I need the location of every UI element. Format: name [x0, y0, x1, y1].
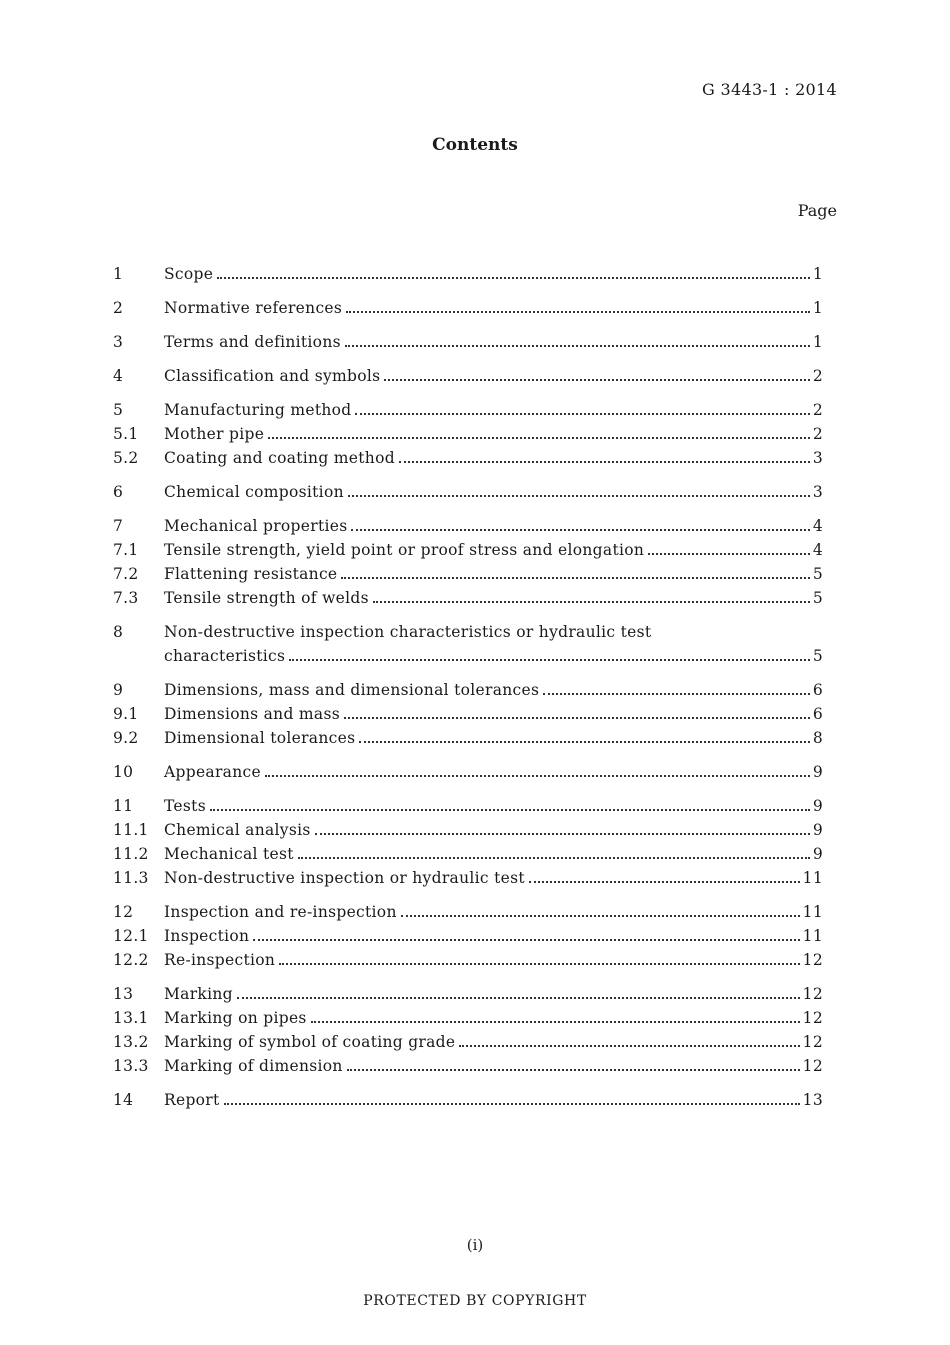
toc-entry-label: Mother pipe	[164, 425, 265, 443]
toc-entry-label: Scope	[164, 265, 214, 283]
toc-entry-number: 9.1	[113, 705, 139, 723]
toc-group	[113, 794, 823, 890]
toc-entry-body	[164, 296, 823, 320]
toc-entry-page: 12	[802, 1057, 823, 1075]
toc-entry[interactable]	[113, 422, 823, 446]
toc-entry-body	[164, 866, 823, 890]
toc-entry-page: 12	[802, 985, 823, 1003]
toc-group	[113, 514, 823, 610]
toc-entry-number: 13.2	[113, 1033, 149, 1051]
toc-entry-page: 1	[812, 299, 823, 317]
toc-entry-body	[164, 562, 823, 586]
toc-group	[113, 262, 823, 286]
toc-entry-body	[164, 794, 823, 818]
dot-leader	[298, 857, 810, 859]
toc-entry-body	[164, 678, 823, 702]
toc-entry-number: 7.1	[113, 541, 139, 559]
toc-entry[interactable]	[113, 446, 823, 470]
toc-entry-label: Inspection	[164, 927, 250, 945]
toc-entry-label: Dimensions, mass and dimensional tolerances	[164, 681, 540, 699]
dot-leader	[399, 461, 810, 463]
toc-entry-page: 4	[812, 517, 823, 535]
toc-entry-number: 5.2	[113, 449, 139, 467]
dot-leader	[359, 741, 810, 743]
toc-entry-number: 12.2	[113, 951, 149, 969]
toc-entry-label: Normative references	[164, 299, 343, 317]
toc-entry[interactable]	[113, 296, 823, 320]
dot-leader	[648, 553, 810, 555]
toc-group	[113, 760, 823, 784]
toc-entry-page: 6	[812, 705, 823, 723]
toc-entry-number: 13.1	[113, 1009, 149, 1027]
toc-entry-body	[164, 480, 823, 504]
toc-entry-label: Manufacturing method	[164, 401, 352, 419]
toc-group	[113, 296, 823, 320]
toc-entry[interactable]	[113, 726, 823, 750]
toc-entry-page: 3	[812, 449, 823, 467]
toc-entry-page: 12	[802, 1009, 823, 1027]
toc-entry-number: 11.1	[113, 821, 149, 839]
toc-entry-number: 9.2	[113, 729, 139, 747]
toc-entry-label: Coating and coating method	[164, 449, 395, 467]
toc-entry-label: Mechanical properties	[164, 517, 348, 535]
dot-leader	[224, 1103, 800, 1105]
toc-group	[113, 1088, 823, 1112]
toc-entry-body	[164, 422, 823, 446]
dot-leader	[346, 311, 810, 313]
document-id: G 3443-1 : 2014	[702, 80, 837, 99]
toc-entry-number: 11.2	[113, 845, 149, 863]
toc-entry[interactable]	[113, 794, 823, 818]
toc-entry-number: 1	[113, 265, 124, 283]
toc-entry-label: Dimensions and mass	[164, 705, 340, 723]
toc-entry-page: 9	[812, 821, 823, 839]
dot-leader	[279, 963, 800, 965]
toc-entry[interactable]	[113, 562, 823, 586]
table-of-contents	[113, 262, 823, 1122]
toc-entry-number: 14	[113, 1091, 134, 1109]
toc-entry-label-continued: characteristics	[164, 647, 286, 665]
toc-entry-number: 10	[113, 763, 134, 781]
toc-entry-number: 11.3	[113, 869, 149, 887]
toc-entry-page: 13	[802, 1091, 823, 1109]
toc-entry-label: Inspection and re-inspection	[164, 903, 397, 921]
toc-entry-number: 8	[113, 623, 124, 641]
dot-leader	[341, 577, 809, 579]
toc-group	[113, 480, 823, 504]
toc-entry-page: 9	[812, 845, 823, 863]
toc-entry-page: 11	[802, 869, 823, 887]
toc-entry[interactable]	[113, 1088, 823, 1112]
toc-entry-label: Chemical composition	[164, 483, 344, 501]
toc-entry-label: Non-destructive inspection characteristics or hydraulic test	[164, 623, 652, 641]
toc-entry-page: 3	[812, 483, 823, 501]
dot-leader	[344, 717, 810, 719]
toc-entry[interactable]	[113, 866, 823, 890]
dot-leader	[351, 529, 809, 531]
toc-entry-number: 6	[113, 483, 124, 501]
toc-entry-page: 5	[812, 565, 823, 583]
dot-leader	[253, 939, 799, 941]
dot-leader	[543, 693, 810, 695]
toc-entry-page: 1	[812, 265, 823, 283]
dot-leader	[237, 997, 800, 999]
toc-entry-number: 13	[113, 985, 134, 1003]
toc-entry-number: 11	[113, 797, 134, 815]
toc-group	[113, 364, 823, 388]
dot-leader	[348, 495, 810, 497]
toc-entry[interactable]	[113, 818, 823, 842]
toc-entry-body	[164, 1088, 823, 1112]
toc-entry-number: 13.3	[113, 1057, 149, 1075]
toc-entry-body	[164, 924, 823, 948]
toc-entry[interactable]	[113, 514, 823, 538]
toc-entry[interactable]	[113, 620, 823, 668]
toc-entry-body	[164, 702, 823, 726]
toc-entry-continuation	[164, 644, 823, 668]
toc-entry-label: Marking of symbol of coating grade	[164, 1033, 456, 1051]
toc-entry-number: 2	[113, 299, 124, 317]
toc-entry-body	[164, 1030, 823, 1054]
toc-entry-body	[164, 982, 823, 1006]
toc-entry[interactable]	[113, 924, 823, 948]
toc-entry[interactable]	[113, 398, 823, 422]
toc-entry-label: Tensile strength of welds	[164, 589, 369, 607]
dot-leader	[459, 1045, 799, 1047]
dot-leader	[355, 413, 809, 415]
toc-entry-page: 1	[812, 333, 823, 351]
copyright-notice: PROTECTED BY COPYRIGHT	[363, 1293, 587, 1309]
toc-entry-label: Re-inspection	[164, 951, 276, 969]
toc-group	[113, 678, 823, 750]
toc-entry-number: 12	[113, 903, 134, 921]
toc-entry[interactable]	[113, 330, 823, 354]
toc-entry-label: Appearance	[164, 763, 261, 781]
toc-entry-number: 7.3	[113, 589, 139, 607]
toc-entry[interactable]	[113, 982, 823, 1006]
toc-entry-body	[164, 364, 823, 388]
toc-entry-number: 5	[113, 401, 124, 419]
toc-entry-label: Report	[164, 1091, 220, 1109]
toc-entry[interactable]	[113, 1006, 823, 1030]
toc-entry-page: 4	[812, 541, 823, 559]
toc-entry-label: Mechanical test	[164, 845, 294, 863]
toc-entry[interactable]	[113, 760, 823, 784]
toc-group	[113, 900, 823, 972]
toc-entry-body	[164, 842, 823, 866]
toc-entry-page: 5	[812, 589, 823, 607]
toc-entry-label: Dimensional tolerances	[164, 729, 356, 747]
toc-entry-label: Marking	[164, 985, 233, 1003]
dot-leader	[345, 345, 810, 347]
toc-entry[interactable]	[113, 480, 823, 504]
toc-entry[interactable]	[113, 702, 823, 726]
toc-entry-page: 8	[812, 729, 823, 747]
toc-entry-body	[164, 1006, 823, 1030]
dot-leader	[315, 833, 810, 835]
toc-group	[113, 330, 823, 354]
toc-entry-number: 5.1	[113, 425, 139, 443]
toc-entry[interactable]	[113, 948, 823, 972]
page-folio: (i)	[466, 1236, 484, 1254]
dot-leader	[217, 277, 810, 279]
toc-entry[interactable]	[113, 538, 823, 562]
toc-entry-body	[164, 514, 823, 538]
toc-entry[interactable]	[113, 1030, 823, 1054]
toc-entry-page: 2	[812, 401, 823, 419]
dot-leader	[401, 915, 800, 917]
toc-entry-label: Marking of dimension	[164, 1057, 343, 1075]
dot-leader	[210, 809, 810, 811]
page-column-label: Page	[797, 201, 837, 220]
toc-entry-label: Tensile strength, yield point or proof stress and elongation	[164, 541, 645, 559]
toc-entry[interactable]	[113, 1054, 823, 1078]
toc-entry-page: 2	[812, 367, 823, 385]
dot-leader	[289, 659, 810, 661]
toc-entry-label: Terms and definitions	[164, 333, 341, 351]
toc-group	[113, 982, 823, 1078]
dot-leader	[311, 1021, 800, 1023]
toc-entry-number: 7	[113, 517, 124, 535]
toc-entry-number: 7.2	[113, 565, 139, 583]
toc-entry[interactable]	[113, 678, 823, 702]
toc-entry-label: Flattening resistance	[164, 565, 338, 583]
toc-entry[interactable]	[113, 586, 823, 610]
toc-entry-page: 9	[812, 797, 823, 815]
toc-entry-label: Classification and symbols	[164, 367, 381, 385]
toc-entry-body	[164, 948, 823, 972]
toc-entry-number: 4	[113, 367, 124, 385]
toc-entry-body	[164, 1054, 823, 1078]
toc-entry-body	[164, 398, 823, 422]
toc-entry-page: 9	[812, 763, 823, 781]
toc-entry-label: Non-destructive inspection or hydraulic test	[164, 869, 525, 887]
dot-leader	[265, 775, 810, 777]
toc-entry-body	[164, 726, 823, 750]
toc-entry-body	[164, 620, 823, 668]
toc-entry[interactable]	[113, 842, 823, 866]
toc-entry-body	[164, 538, 823, 562]
toc-entry[interactable]	[113, 364, 823, 388]
toc-group	[113, 398, 823, 470]
toc-entry-body	[164, 900, 823, 924]
toc-entry-body	[164, 760, 823, 784]
toc-entry-body	[164, 330, 823, 354]
toc-entry-page: 12	[802, 951, 823, 969]
toc-entry-page: 5	[812, 647, 823, 665]
dot-leader	[384, 379, 809, 381]
toc-entry-body	[164, 818, 823, 842]
dot-leader	[529, 881, 800, 883]
dot-leader	[268, 437, 810, 439]
toc-entry-body	[164, 586, 823, 610]
toc-entry-label: Chemical analysis	[164, 821, 311, 839]
dot-leader	[347, 1069, 800, 1071]
toc-entry-number: 9	[113, 681, 124, 699]
toc-entry-page: 2	[812, 425, 823, 443]
toc-group	[113, 620, 823, 668]
toc-entry-number: 12.1	[113, 927, 149, 945]
toc-entry-label: Marking on pipes	[164, 1009, 307, 1027]
toc-entry[interactable]	[113, 262, 823, 286]
toc-entry-page: 6	[812, 681, 823, 699]
dot-leader	[373, 601, 810, 603]
toc-entry-page: 11	[802, 903, 823, 921]
toc-entry-body	[164, 446, 823, 470]
toc-entry-page: 11	[802, 927, 823, 945]
toc-entry-page: 12	[802, 1033, 823, 1051]
page-title: Contents	[432, 135, 518, 155]
toc-entry-number: 3	[113, 333, 124, 351]
toc-entry-body	[164, 262, 823, 286]
toc-entry-label: Tests	[164, 797, 206, 815]
toc-entry[interactable]	[113, 900, 823, 924]
